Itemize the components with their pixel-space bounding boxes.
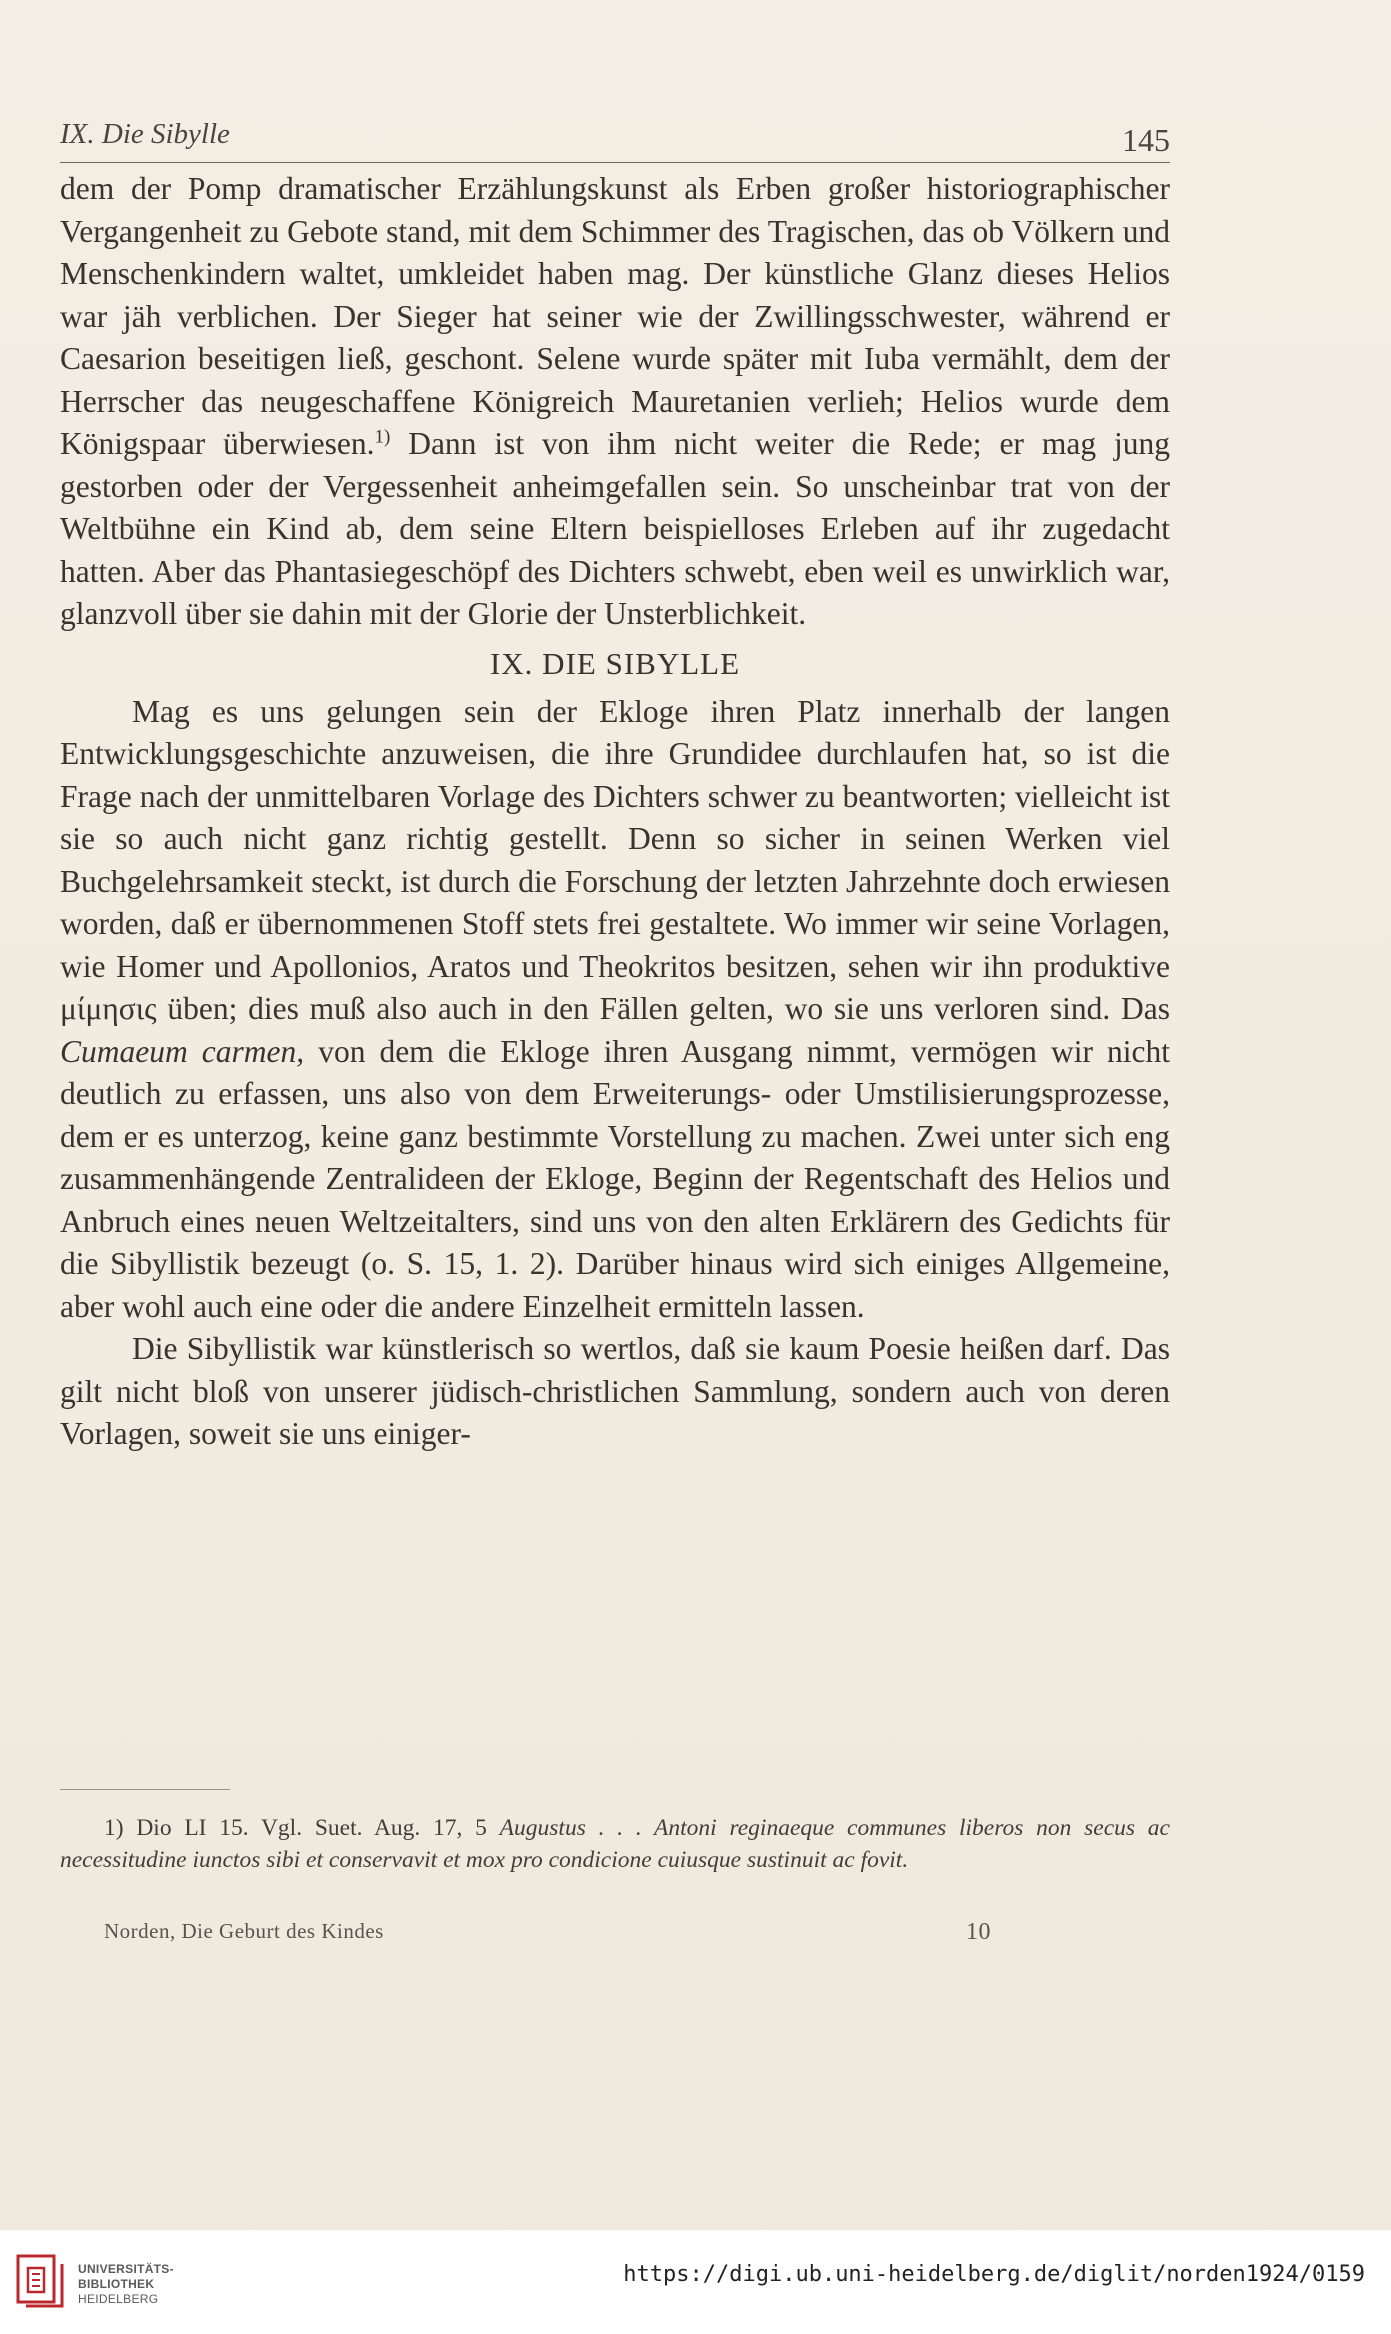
sheet-number: 10 — [966, 1919, 991, 1945]
paragraph — [60, 691, 1170, 1329]
paragraph-text: dem der Pomp dramatischer Erzählungskunst als Erben großer historiographischer Vergangenheit zu Gebote stand, mit dem Schimmer des Tragischen, das ob Völkern und Menschenkindern waltet, umkleidet haben mag. Der künstliche Glanz dieses Helios war jäh verblichen. Der Sieger hat seiner wie der Zwillingsschwester, während er Caesarion beseitigen ließ, geschont. Selene wurde später mit Iuba vermählt, dem der Herrscher das neugeschaffene Königreich Mauretanien verlieh; Helios wurde dem Königspaar überwiesen. — [60, 171, 1170, 461]
paragraph-text: Mag es uns gelungen sein der Ekloge ihren Platz innerhalb der langen Entwicklungsgeschichte anzuweisen, die ihre Grundidee durchlaufen hat, so ist die Frage nach der unmittelbaren Vorlage des Dichters schwer zu beantworten; vielleicht ist sie so auch nicht ganz richtig gestellt. Denn so sicher in seinen Werken viel Buchgelehrsamkeit steckt, ist durch die Forschung der letzten Jahrzehnte doch erwiesen worden, daß er übernommenen Stoff stets frei gestaltete. Wo immer wir seine Vorlagen, wie Homer und Apollonios, Aratos und Theokritos besitzen, sehen wir ihn produktive μίμησις üben; dies muß also auch in den Fällen gelten, wo sie uns verloren sind. Das — [60, 693, 1170, 1026]
logo-line: BIBLIOTHEK — [78, 2277, 155, 2291]
signature-line — [104, 1919, 1064, 1944]
footnote-reference[interactable]: 1) — [374, 426, 391, 448]
paragraph — [60, 1328, 1170, 1456]
footnote-number: 1) — [104, 1815, 124, 1841]
body-text — [60, 168, 1170, 1456]
signature-text: Norden, Die Geburt des Kindes — [104, 1919, 384, 1943]
italic-citation: Cumaeum carmen, — [60, 1033, 305, 1069]
logo-line: HEIDELBERG — [78, 2292, 159, 2306]
footnote-text: Dio LI 15. Vgl. Suet. Aug. 17, 5 — [123, 1815, 500, 1841]
logo-line: UNIVERSITÄTS- — [78, 2262, 174, 2276]
paragraph-text: Die Sibyllistik war künstlerisch so wertlos, daß sie kaum Poesie heißen darf. Das gilt nicht bloß von unserer jüdisch-christlichen Sammlung, sondern auch von deren Vorlagen, soweit sie uns einiger- — [60, 1331, 1170, 1451]
footer-bar — [0, 2230, 1391, 2334]
page-number: 145 — [1122, 122, 1170, 158]
library-name — [78, 2262, 174, 2307]
running-head — [60, 118, 1170, 163]
running-head-title: IX. Die Sibylle — [60, 118, 230, 150]
section-heading: IX. DIE SIBYLLE — [489, 645, 741, 681]
permalink-url[interactable]: https://digi.ub.uni-heidelberg.de/diglit/norden1924/0159 — [623, 2262, 1365, 2287]
footnote — [60, 1813, 1170, 1876]
footnote-quote: Augustus . . . Antoni reginaeque communes liberos non secus ac necessitudine iunctos sibi et conservavit et mox pro condicione cuiusque sustinuit ac fovit. — [60, 1815, 1170, 1873]
library-logo[interactable] — [16, 2254, 186, 2314]
footnote-divider — [60, 1789, 230, 1790]
paragraph-text: Dann ist von ihm nicht weiter die Rede; er mag jung gestorben oder der Vergessenheit anheimgefallen sein. So unscheinbar trat von der Weltbühne ein Kind ab, dem seine Eltern beispielloses Erleben auf ihr zugedacht hatten. Aber das Phantasiegeschöpf des Dichters schwebt, eben weil es unwirklich war, glanzvoll über sie dahin mit der Glorie der Unsterblichkeit. — [60, 426, 1170, 631]
paragraph-text: von dem die Ekloge ihren Ausgang nimmt, vermögen wir nicht deutlich zu erfassen, uns also von dem Erweiterungs- oder Umstilisierungsprozesse, dem er es unterzog, keine ganz bestimmte Vorstellung zu machen. Zwei unter sich eng zusammenhängende Zentralideen der Ekloge, Beginn der Regentschaft des Helios und Anbruch eines neuen Weltzeitalters, sind uns von den alten Erklärern des Gedichts für die Sibyllistik bezeugt (o. S. 15, 1. 2). Darüber hinaus wird sich einiges Allgemeine, aber wohl auch eine oder die andere Einzelheit ermitteln lassen. — [60, 1033, 1170, 1324]
library-emblem-icon — [16, 2254, 66, 2314]
paragraph — [60, 168, 1170, 636]
